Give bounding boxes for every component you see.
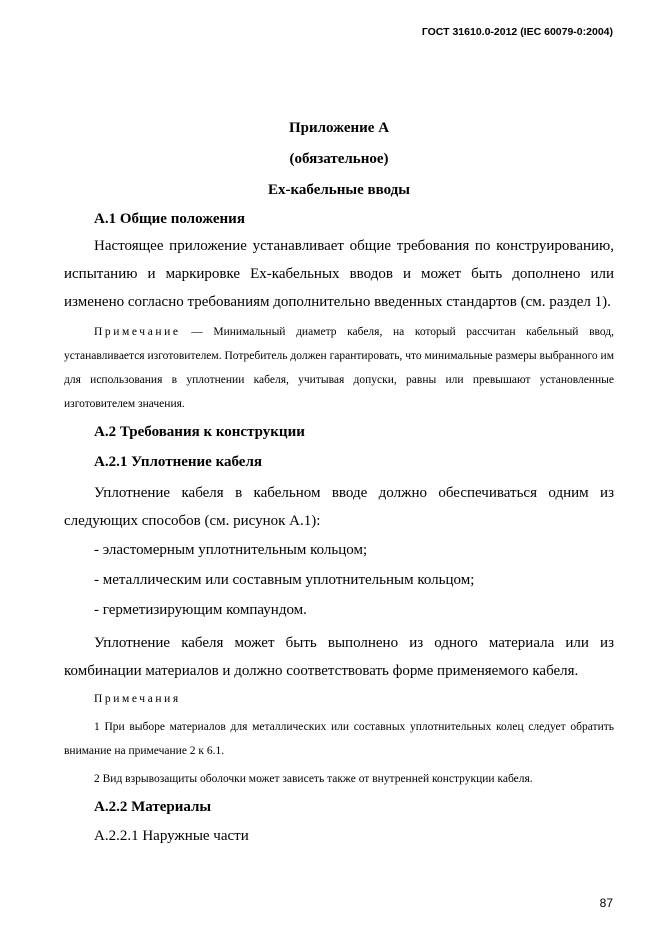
document-header: ГОСТ 31610.0-2012 (IEC 60079-0:2004) bbox=[421, 26, 613, 38]
page-content bbox=[64, 120, 614, 850]
section-a22-heading: А.2.2 Материалы bbox=[94, 799, 212, 815]
section-a1-note bbox=[64, 320, 614, 416]
page-number: 87 bbox=[599, 896, 613, 910]
annex-title: Приложение А bbox=[288, 120, 390, 136]
section-a221-heading: А.2.2.1 Наружные части bbox=[94, 828, 249, 844]
notes-label: Примечания bbox=[94, 693, 181, 705]
list-item: - металлическим или составным уплотнительным кольцом; bbox=[94, 572, 475, 588]
note-text: — Минимальный диаметр кабеля, на который рассчитан кабельный ввод, устанавливается изготовителем. Потребитель должен гарантировать, что минимальные размеры выбранного им для использования в уплотнении кабеля, учитывая допуски, равны или превышают установленные изготовителем значения. bbox=[64, 326, 614, 410]
section-a1-paragraph: Настоящее приложение устанавливает общие требования по конструированию, испытанию и маркировке Ex-кабельных вводов и может быть дополнено или изменено согласно требованиям дополнительно введенных стандартов (см. раздел 1). bbox=[64, 238, 614, 310]
section-a2-heading: А.2 Требования к конструкции bbox=[94, 424, 305, 440]
note-label: Примечание bbox=[94, 326, 181, 338]
section-a1-heading: А.1 Общие положения bbox=[94, 211, 245, 227]
annex-subject: Ex-кабельные вводы bbox=[268, 182, 410, 198]
section-a21-heading: А.2.1 Уплотнение кабеля bbox=[94, 454, 262, 470]
note-item: 1 При выборе материалов для металлических или составных уплотнительных колец следует обратить внимание на примечание 2 к 6.1. bbox=[64, 721, 614, 757]
section-a21-paragraph-2: Уплотнение кабеля может быть выполнено из одного материала или из комбинации материалов и должно соответствовать форме применяемого кабеля. bbox=[64, 635, 614, 679]
section-a21-paragraph: Уплотнение кабеля в кабельном вводе должно обеспечиваться одним из следующих способов (см. рисунок А.1): bbox=[64, 485, 614, 529]
annex-status: (обязательное) bbox=[289, 151, 389, 167]
note-item: 2 Вид взрывозащиты оболочки может зависеть также от внутренней конструкции кабеля. bbox=[94, 773, 533, 785]
list-item: - эластомерным уплотнительным кольцом; bbox=[94, 542, 368, 558]
list-item: - герметизирующим компаундом. bbox=[94, 602, 307, 618]
